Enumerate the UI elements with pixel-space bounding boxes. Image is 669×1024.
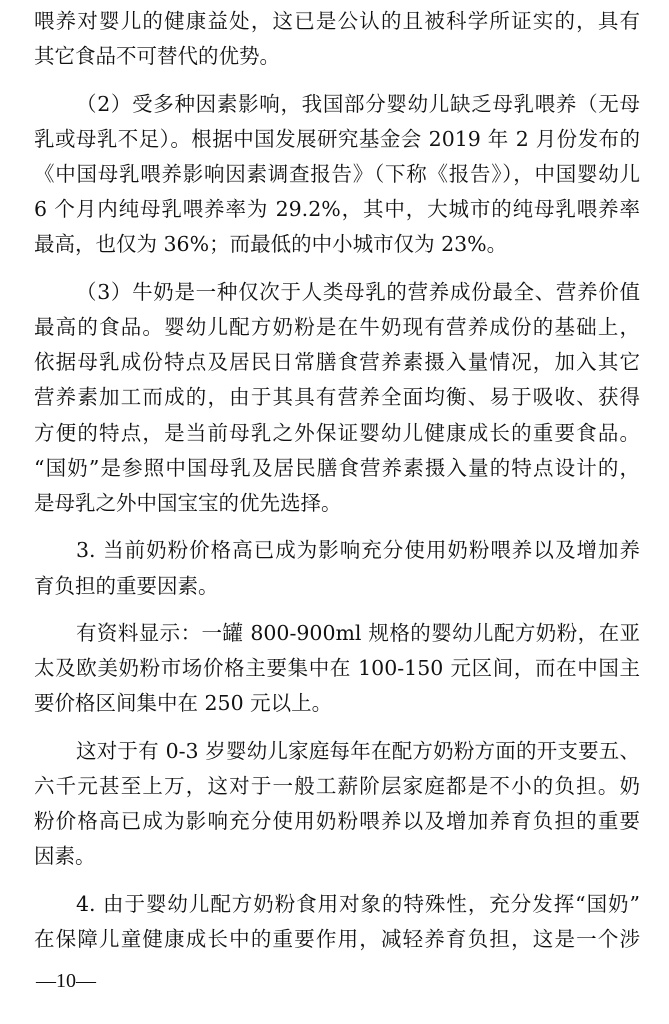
text-line: 乳或母乳不足）。根据中国发展研究基金会 2019 年 2 月份发布的 <box>34 127 640 151</box>
text-line: 其它食品不可替代的优势。 <box>34 44 280 68</box>
text-line: 有资料显示：一罐 800-900ml 规格的婴幼儿配方奶粉，在亚 <box>76 621 640 645</box>
text-line: （3）牛奶是一种仅次于人类母乳的营养成份最全、营养价值 <box>76 280 640 304</box>
text-line: 喂养对婴儿的健康益处，这已是公认的且被科学所证实的，具有 <box>34 9 640 33</box>
text-line: 因素。 <box>34 844 96 868</box>
text-line: 太及欧美奶粉市场价格主要集中在 100-150 元区间，而在中国主 <box>34 656 640 680</box>
page-number: —10— <box>36 970 96 992</box>
text-line: 这对于有 0-3 岁婴幼儿家庭每年在配方奶粉方面的开支要五、 <box>76 739 640 763</box>
text-line: 4. 由于婴幼儿配方奶粉食用对象的特殊性，充分发挥“国奶” <box>76 892 640 916</box>
text-line: 在保障儿童健康成长中的重要作用，减轻养育负担，这是一个涉 <box>34 927 640 951</box>
text-line: 依据母乳成份特点及居民日常膳食营养素摄入量情况，加入其它 <box>34 350 640 374</box>
text-line: 《中国母乳喂养影响因素调查报告》（下称《报告》），中国婴幼儿 <box>34 162 640 186</box>
text-line: 最高，也仅为 36%；而最低的中小城市仅为 23%。 <box>34 232 508 256</box>
text-line: 是母乳之外中国宝宝的优先选择。 <box>34 491 342 515</box>
text-line: （2）受多种因素影响，我国部分婴幼儿缺乏母乳喂养（无母 <box>76 92 640 116</box>
text-line: 要价格区间集中在 250 元以上。 <box>34 691 333 715</box>
text-line: 3. 当前奶粉价格高已成为影响充分使用奶粉喂养以及增加养 <box>76 538 640 562</box>
text-line: 营养素加工而成的，由于其具有营养全面均衡、易于吸收、获得 <box>34 385 640 409</box>
text-line: 六千元甚至上万，这对于一般工薪阶层家庭都是不小的负担。奶 <box>34 774 640 798</box>
text-line: 最高的食品。婴幼儿配方奶粉是在牛奶现有营养成份的基础上， <box>34 315 640 339</box>
text-line: 育负担的重要因素。 <box>34 574 219 598</box>
text-line: “国奶”是参照中国母乳及居民膳食营养素摄入量的特点设计的， <box>34 456 640 480</box>
text-line: 6 个月内纯母乳喂养率为 29.2%，其中，大城市的纯母乳喂养率 <box>34 197 640 221</box>
text-line: 粉价格高已成为影响充分使用奶粉喂养以及增加养育负担的重要 <box>34 809 640 833</box>
text-line: 方便的特点，是当前母乳之外保证婴幼儿健康成长的重要食品。 <box>34 421 640 445</box>
